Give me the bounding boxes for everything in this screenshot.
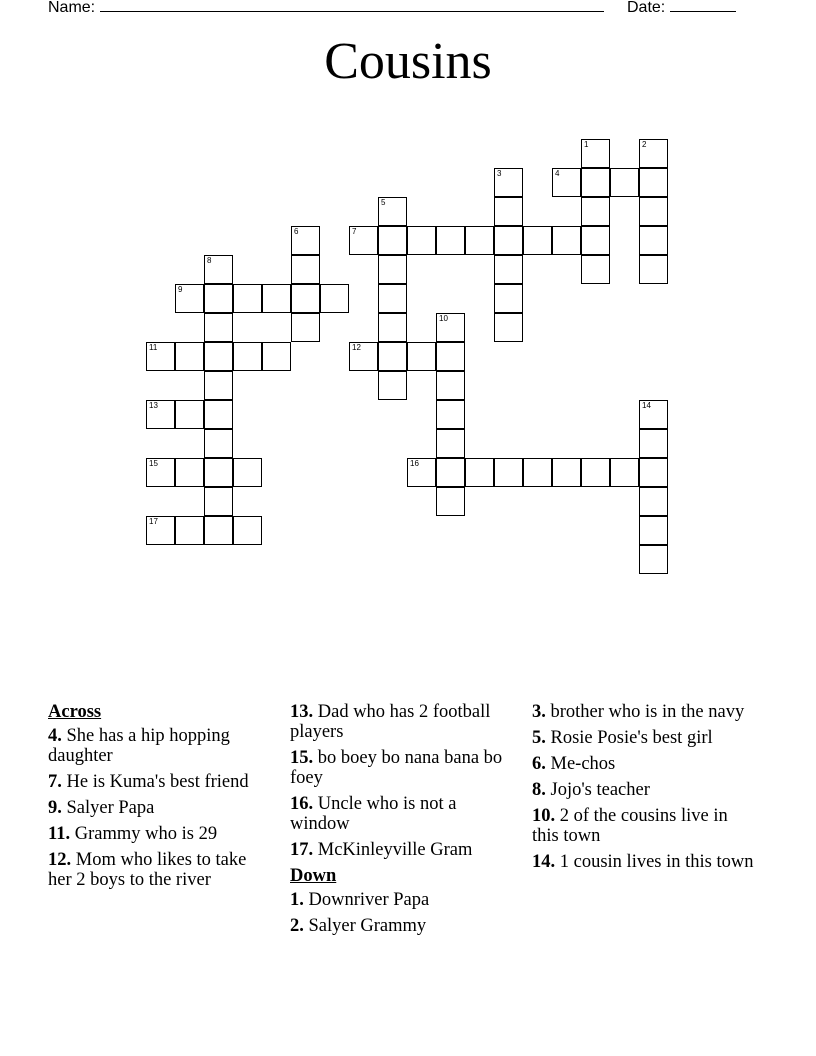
clue-number: 9 xyxy=(178,285,183,294)
crossword-cell[interactable] xyxy=(175,516,204,545)
crossword-cell[interactable] xyxy=(581,139,610,168)
date-label: Date: xyxy=(627,0,666,16)
crossword-cell[interactable] xyxy=(146,458,175,487)
clue-across-11: 11. Grammy who is 29 xyxy=(48,824,218,844)
clue-number: 7 xyxy=(352,227,357,236)
crossword-cell[interactable] xyxy=(407,226,436,255)
crossword-cell[interactable] xyxy=(320,284,349,313)
crossword-cell[interactable] xyxy=(581,168,610,197)
clue-column-1 xyxy=(48,702,273,896)
clue-number: 10 xyxy=(439,314,448,323)
clue-across-16: 16. Uncle who is not a window xyxy=(290,794,457,834)
crossword-cell[interactable] xyxy=(436,226,465,255)
crossword-cell[interactable] xyxy=(639,197,668,226)
clue-down-1: 1. Downriver Papa xyxy=(290,890,430,910)
clue-down-2: 2. Salyer Grammy xyxy=(290,916,427,936)
crossword-cell[interactable] xyxy=(407,342,436,371)
crossword-cell[interactable] xyxy=(494,226,523,255)
clue-number: 4 xyxy=(555,169,560,178)
crossword-cell[interactable] xyxy=(146,342,175,371)
crossword-cell[interactable] xyxy=(349,226,378,255)
crossword-cell[interactable] xyxy=(175,342,204,371)
clue-number: 13 xyxy=(149,401,158,410)
clue-number: 5 xyxy=(381,198,386,207)
crossword-cell[interactable] xyxy=(175,284,204,313)
crossword-cell[interactable] xyxy=(610,168,639,197)
clue-number: 17 xyxy=(149,517,158,526)
crossword-cell[interactable] xyxy=(291,313,320,342)
crossword-cell[interactable] xyxy=(581,255,610,284)
crossword-cell[interactable] xyxy=(175,400,204,429)
crossword-cell[interactable] xyxy=(204,342,233,371)
crossword-cell[interactable] xyxy=(436,313,465,342)
crossword-cell[interactable] xyxy=(146,516,175,545)
crossword-cell[interactable] xyxy=(639,516,668,545)
crossword-cell[interactable] xyxy=(204,487,233,516)
crossword-cell[interactable] xyxy=(639,139,668,168)
clue-down-14: 14. 1 cousin lives in this town xyxy=(532,852,754,872)
clue-number: 1 xyxy=(584,140,589,149)
crossword-cell[interactable] xyxy=(494,255,523,284)
crossword-cell[interactable] xyxy=(581,226,610,255)
crossword-cell[interactable] xyxy=(378,255,407,284)
crossword-cell[interactable] xyxy=(552,226,581,255)
clue-column-3 xyxy=(532,702,757,878)
clue-number: 3 xyxy=(497,169,502,178)
crossword-cell[interactable] xyxy=(465,226,494,255)
crossword-cell[interactable] xyxy=(204,313,233,342)
crossword-cell[interactable] xyxy=(639,255,668,284)
crossword-cell[interactable] xyxy=(639,226,668,255)
crossword-cell[interactable] xyxy=(378,371,407,400)
clue-down-3: 3. brother who is in the navy xyxy=(532,702,745,722)
crossword-cell[interactable] xyxy=(378,284,407,313)
puzzle-title: Cousins xyxy=(324,33,492,90)
crossword-cell[interactable] xyxy=(262,342,291,371)
clue-number: 2 xyxy=(642,140,647,149)
clue-across-9: 9. Salyer Papa xyxy=(48,798,155,818)
crossword-cell[interactable] xyxy=(291,284,320,313)
clue-number: 15 xyxy=(149,459,158,468)
crossword-cell[interactable] xyxy=(639,545,668,574)
crossword-cell[interactable] xyxy=(639,429,668,458)
clue-number: 6 xyxy=(294,227,299,236)
clue-number: 12 xyxy=(352,343,361,352)
crossword-cell[interactable] xyxy=(233,458,262,487)
crossword-cell[interactable] xyxy=(436,342,465,371)
crossword-cell[interactable] xyxy=(552,458,581,487)
clue-number: 11 xyxy=(149,343,158,352)
crossword-cell[interactable] xyxy=(639,400,668,429)
clue-number: 8 xyxy=(207,256,212,265)
crossword-cell[interactable] xyxy=(175,458,204,487)
crossword-cell[interactable] xyxy=(233,342,262,371)
crossword-cell[interactable] xyxy=(291,226,320,255)
clue-across-7: 7. He is Kuma's best friend xyxy=(48,772,249,792)
crossword-cell[interactable] xyxy=(639,458,668,487)
crossword-cell[interactable] xyxy=(436,400,465,429)
clue-across-13: 13. Dad who has 2 football players xyxy=(290,702,491,742)
crossword-cell[interactable] xyxy=(146,400,175,429)
crossword-cell[interactable] xyxy=(378,226,407,255)
clue-across-15: 15. bo boey bo nana bana bo foey xyxy=(290,748,503,788)
crossword-cell[interactable] xyxy=(581,458,610,487)
crossword-cell[interactable] xyxy=(349,342,378,371)
crossword-cell[interactable] xyxy=(291,255,320,284)
crossword-cell[interactable] xyxy=(378,313,407,342)
crossword-cell[interactable] xyxy=(262,284,291,313)
crossword-cell[interactable] xyxy=(436,487,465,516)
crossword-cell[interactable] xyxy=(204,516,233,545)
crossword-cell[interactable] xyxy=(639,168,668,197)
clue-down-5: 5. Rosie Posie's best girl xyxy=(532,728,713,748)
clue-number: 16 xyxy=(410,459,419,468)
crossword-cell[interactable] xyxy=(494,168,523,197)
crossword-cell[interactable] xyxy=(494,313,523,342)
crossword-cell[interactable] xyxy=(233,284,262,313)
crossword-cell[interactable] xyxy=(639,487,668,516)
crossword-cell[interactable] xyxy=(407,458,436,487)
crossword-cell[interactable] xyxy=(436,458,465,487)
crossword-cell[interactable] xyxy=(204,429,233,458)
crossword-cell[interactable] xyxy=(204,255,233,284)
clue-number: 14 xyxy=(642,401,651,410)
clue-down-8: 8. Jojo's teacher xyxy=(532,780,650,800)
crossword-cell[interactable] xyxy=(494,197,523,226)
crossword-cell[interactable] xyxy=(378,342,407,371)
clue-down-10: 10. 2 of the cousins live in this town xyxy=(532,806,728,846)
crossword-cell[interactable] xyxy=(233,516,262,545)
crossword-cell[interactable] xyxy=(523,226,552,255)
crossword-cell[interactable] xyxy=(610,458,639,487)
down-heading: Down xyxy=(290,866,337,886)
name-label: Name: xyxy=(48,0,96,16)
crossword-cell[interactable] xyxy=(204,284,233,313)
crossword-cell[interactable] xyxy=(204,458,233,487)
crossword-cell[interactable] xyxy=(436,429,465,458)
clue-across-12: 12. Mom who likes to take her 2 boys to the river xyxy=(48,850,247,890)
crossword-cell[interactable] xyxy=(523,458,552,487)
clue-column-2 xyxy=(290,702,515,942)
crossword-cell[interactable] xyxy=(494,458,523,487)
crossword-cell[interactable] xyxy=(494,284,523,313)
across-heading: Across xyxy=(48,702,102,722)
crossword-cell[interactable] xyxy=(204,371,233,400)
clue-across-17: 17. McKinleyville Gram xyxy=(290,840,473,860)
crossword-cell[interactable] xyxy=(465,458,494,487)
crossword-cell[interactable] xyxy=(204,400,233,429)
crossword-cell[interactable] xyxy=(552,168,581,197)
clue-across-4: 4. She has a hip hopping daughter xyxy=(48,726,230,766)
clue-down-6: 6. Me-chos xyxy=(532,754,616,774)
crossword-cell[interactable] xyxy=(581,197,610,226)
crossword-cell[interactable] xyxy=(436,371,465,400)
crossword-cell[interactable] xyxy=(378,197,407,226)
